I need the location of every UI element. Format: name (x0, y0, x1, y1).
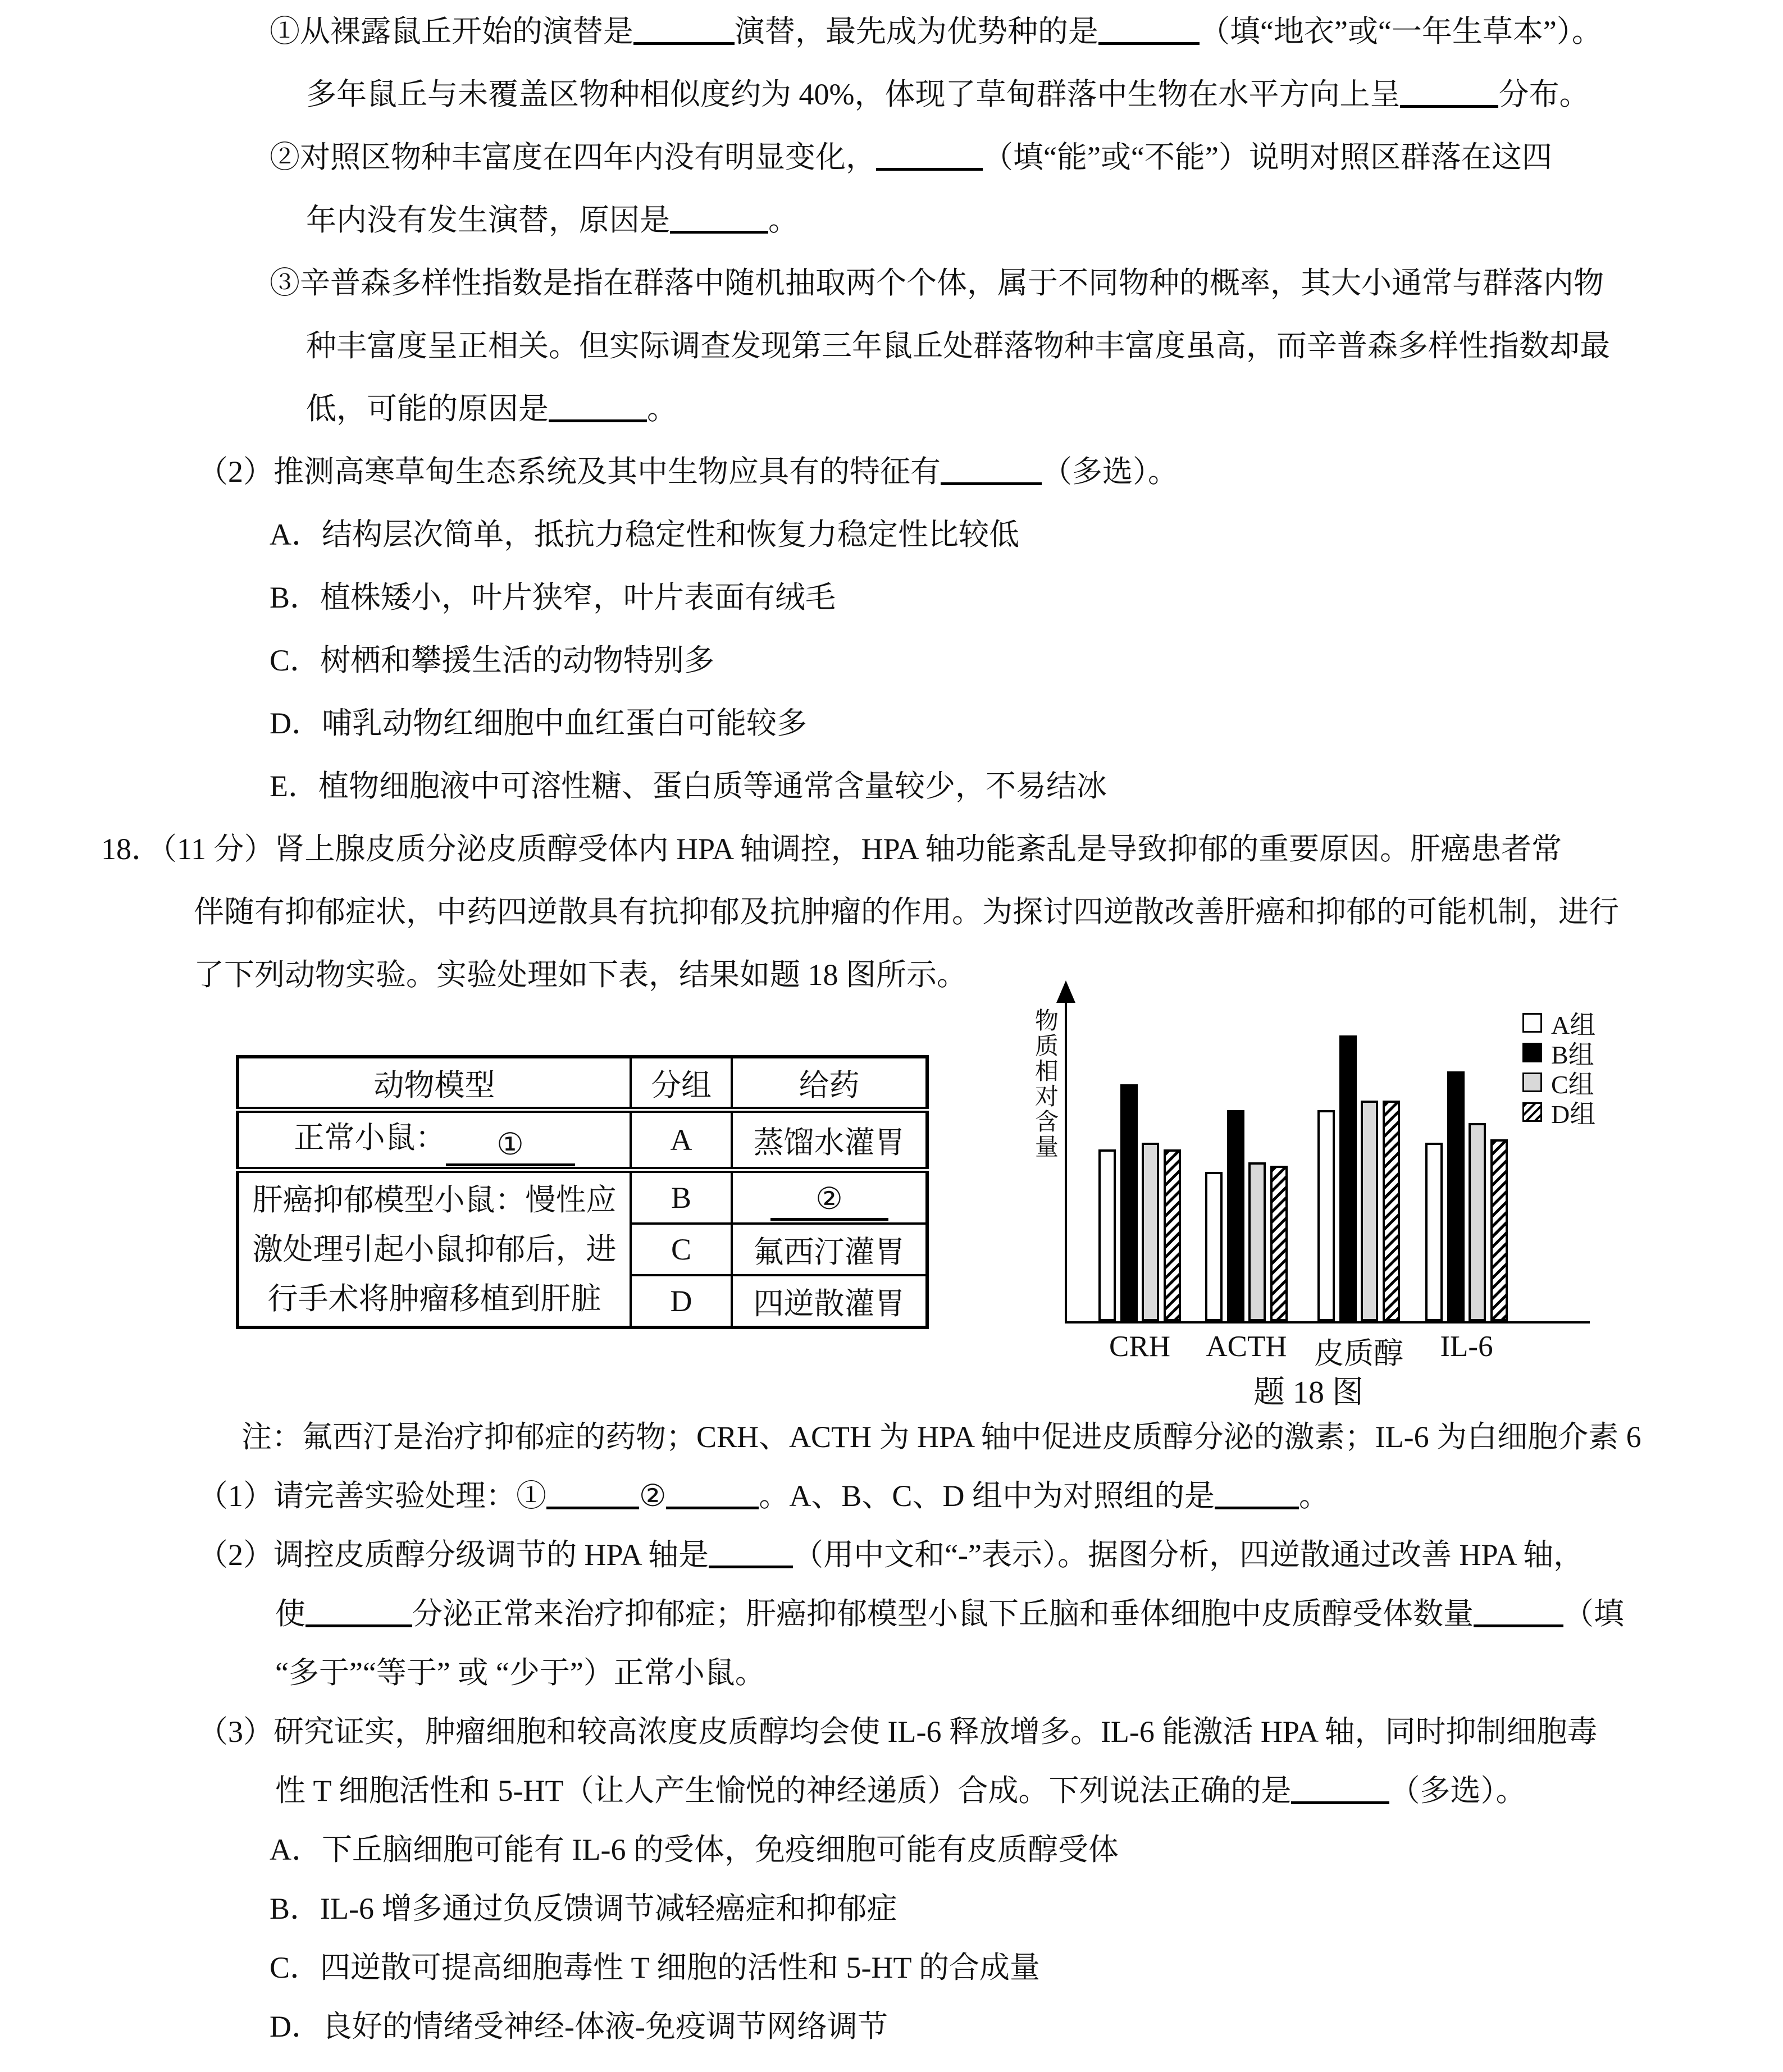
text-segment: “多于”“等于” 或 “少于”）正常小鼠。 (275, 1656, 765, 1690)
answer-blank (941, 477, 1042, 485)
col-header-drug: 给药 (732, 1057, 927, 1110)
bar-B组-CRH (1120, 1084, 1138, 1321)
text-segment: 性 T 细胞活性和 5-HT（让人产生愉悦的神经递质）合成。下列说法正确的是 (275, 1774, 1292, 1808)
text-segment: （多选）。 (1042, 455, 1178, 489)
legend-item (1522, 1097, 1595, 1127)
text-segment: 18．（11 分）肾上腺皮质分泌皮质醇受体内 HPA 轴调控，HPA 轴功能紊乱是导致抑郁的重要原因。肝癌患者常 (101, 832, 1562, 866)
y-axis-line (1065, 1002, 1067, 1323)
text-segment: ② (639, 1479, 667, 1513)
bar-A组-ACTH (1205, 1172, 1223, 1321)
text-segment: 演替，最先成为优势种的是 (735, 15, 1098, 48)
table-header-row (238, 1057, 927, 1110)
bar-A组-IL-6 (1425, 1143, 1443, 1321)
bar-C组-IL-6 (1469, 1123, 1486, 1321)
table-row (238, 1170, 927, 1224)
text-segment: 。A、B、C、D 组中为对照组的是 (759, 1479, 1215, 1513)
text-segment: 。 (768, 203, 799, 237)
cell-group-a: A (631, 1110, 732, 1170)
text-line (101, 818, 1783, 880)
x-category-label: 皮质醇 (1314, 1338, 1403, 1370)
cell-group-b: B (631, 1170, 732, 1224)
x-category-label: CRH (1109, 1330, 1170, 1363)
text-segment: （填 (1563, 1597, 1624, 1631)
text-segment: （1）请完善实验处理：① (198, 1479, 546, 1513)
text-line (198, 1467, 1783, 1526)
text-segment: 分布。 (1498, 77, 1590, 111)
cell-drug-c: 氟西汀灌胃 (732, 1224, 927, 1275)
text-segment: A．结构层次简单，抵抗力稳定性和恢复力稳定性比较低 (270, 518, 1019, 551)
bar-chart-figure (1005, 977, 1758, 1421)
answer-blank (1400, 99, 1498, 108)
text-segment: 。 (647, 392, 677, 426)
experiment-table (236, 1055, 929, 1329)
cell-normal-mouse (238, 1110, 631, 1170)
text-segment: 低，可能的原因是 (306, 392, 549, 426)
legend-swatch-icon (1522, 1072, 1542, 1092)
y-axis-label: 物质相对含量 (1032, 1008, 1057, 1160)
text-segment: B．植株矮小，叶片狭窄，叶片表面有绒毛 (270, 581, 836, 614)
cell-group-c: C (631, 1224, 732, 1275)
text-segment: B．IL-6 增多通过负反馈调节减轻癌症和抑郁症 (270, 1892, 897, 1925)
text-segment: 年内没有发生演替，原因是 (306, 203, 670, 237)
text-segment: 注：氟西汀是治疗抑郁症的药物；CRH、ACTH 为 HPA 轴中促进皮质醇分泌的激素；IL-6 为白细胞介素 6 (241, 1420, 1641, 1454)
text-line (270, 503, 1783, 566)
text-segment: （多选）。 (1389, 1774, 1526, 1808)
text-line (306, 63, 1783, 126)
bar-B组-ACTH (1227, 1110, 1244, 1321)
legend-item (1522, 1038, 1595, 1067)
bar-D组-皮质醇 (1383, 1101, 1400, 1321)
bar-C组-ACTH (1248, 1162, 1266, 1321)
text-segment: D．良好的情绪受神经-体液-免疫调节网络调节 (270, 2010, 888, 2043)
text-segment: （填“能”或“不能”）说明对照区群落在这四 (983, 140, 1552, 174)
bar-C组-皮质醇 (1361, 1101, 1378, 1321)
text-segment: ①从裸露鼠丘开始的演替是 (270, 15, 633, 48)
text-segment: （用中文和“-”表示）。据图分析，四逆散通过改善 HPA 轴， (793, 1538, 1584, 1572)
text-line (270, 1938, 1783, 1997)
legend-swatch-icon (1522, 1013, 1542, 1033)
answer-blank (1474, 1619, 1563, 1627)
text-line (270, 566, 1783, 629)
text-line (306, 377, 1783, 440)
text-line (306, 189, 1783, 252)
text-line (198, 1526, 1783, 1585)
text-segment: 使 (275, 1597, 305, 1631)
text-line (270, 252, 1783, 314)
bar-D组-ACTH (1270, 1166, 1288, 1321)
bar-C组-CRH (1142, 1143, 1159, 1321)
bar-A组-CRH (1098, 1149, 1116, 1321)
chart-legend (1522, 1008, 1595, 1127)
text-line (270, 126, 1783, 189)
cell-drug-a: 蒸馏水灌胃 (732, 1110, 927, 1170)
text-line (275, 1761, 1783, 1820)
text-line (275, 1585, 1783, 1644)
text-line (306, 314, 1783, 377)
text-line (270, 629, 1783, 692)
x-category-label: IL-6 (1440, 1330, 1493, 1363)
text-line (198, 440, 1783, 503)
col-header-animal-model: 动物模型 (238, 1057, 631, 1110)
text-segment: ②对照区物种丰富度在四年内没有明显变化， (270, 140, 876, 174)
text-line (270, 1820, 1783, 1879)
bar-A组-皮质醇 (1317, 1110, 1335, 1321)
cell-drug-d: 四逆散灌胃 (732, 1275, 927, 1327)
text-segment: （2）推测高寒草甸生态系统及其中生物应具有的特征有 (198, 455, 941, 489)
legend-label: A组 (1551, 1010, 1596, 1039)
text-segment: （2）调控皮质醇分级调节的 HPA 轴是 (198, 1538, 709, 1572)
answer-blank (1215, 1501, 1299, 1509)
answer-blank (546, 1501, 639, 1509)
bar-B组-IL-6 (1447, 1071, 1465, 1321)
legend-item (1522, 1067, 1595, 1097)
cell-drug-b (732, 1170, 927, 1224)
text-segment: ③辛普森多样性指数是指在群落中随机抽取两个个体，属于不同物种的概率，其大小通常与群落内物 (270, 266, 1604, 300)
legend-label: C组 (1551, 1070, 1594, 1099)
figure-row (0, 1006, 1783, 1408)
text-segment: C．树栖和攀援生活的动物特别多 (270, 643, 715, 677)
answer-blank (549, 414, 647, 422)
bar-D组-IL-6 (1490, 1139, 1508, 1321)
answer-blank (446, 1127, 575, 1166)
text-line (270, 0, 1783, 63)
text-segment: 了下列动物实验。实验处理如下表，结果如题 18 图所示。 (194, 958, 967, 992)
answer-blank (770, 1181, 888, 1220)
circled-number: ② (815, 1182, 843, 1216)
answer-blank (709, 1560, 793, 1568)
answer-blank (666, 1501, 759, 1509)
answer-blank (1098, 36, 1200, 45)
answer-blank (876, 162, 983, 171)
text-segment: （填“地衣”或“一年生草本”）。 (1200, 15, 1602, 48)
col-header-group: 分组 (631, 1057, 732, 1110)
legend-swatch-icon (1522, 1102, 1542, 1122)
legend-label: B组 (1551, 1040, 1594, 1069)
text-segment: E．植物细胞液中可溶性糖、蛋白质等通常含量较少，不易结冰 (270, 769, 1107, 803)
x-axis-line (1065, 1321, 1590, 1323)
y-axis-arrow-icon (1056, 980, 1075, 1003)
text-segment: C．四逆散可提高细胞毒性 T 细胞的活性和 5-HT 的合成量 (270, 1951, 1041, 1984)
text-line (194, 880, 1783, 943)
text-segment: 伴随有抑郁症状，中药四逆散具有抗抑郁及抗肿瘤的作用。为探讨四逆散改善肝癌和抑郁的可能机制，进行 (194, 895, 1619, 929)
legend-label: D组 (1551, 1099, 1596, 1129)
bar-D组-CRH (1164, 1149, 1181, 1321)
text-line (241, 1408, 1783, 1467)
text-line (270, 692, 1783, 755)
text-segment: A．下丘脑细胞可能有 IL-6 的受体，免疫细胞可能有皮质醇受体 (270, 1833, 1119, 1866)
text-segment: 分泌正常来治疗抑郁症；肝癌抑郁模型小鼠下丘脑和垂体细胞中皮质醇受体数量 (412, 1597, 1474, 1631)
text-line (270, 1879, 1783, 1938)
text-segment: 多年鼠丘与未覆盖区物种相似度约为 40%，体现了草甸群落中生物在水平方向上呈 (306, 77, 1401, 111)
answer-blank (633, 36, 735, 45)
cell-text: 正常小鼠： (294, 1121, 446, 1155)
answer-blank (305, 1619, 412, 1627)
answer-blank (1291, 1796, 1389, 1804)
figure-caption: 题 18 图 (1253, 1375, 1364, 1410)
table-row (238, 1110, 927, 1170)
text-segment: 种丰富度呈正相关。但实际调查发现第三年鼠丘处群落物种丰富度虽高，而辛普森多样性指数却最 (306, 329, 1610, 363)
question-17-text-block (0, 0, 1783, 818)
legend-item (1522, 1008, 1595, 1038)
x-category-label: ACTH (1206, 1330, 1287, 1363)
cell-group-d: D (631, 1275, 732, 1327)
question-18-subquestions-block (0, 1408, 1783, 2056)
text-segment: D．哺乳动物红细胞中血红蛋白可能较多 (270, 706, 807, 740)
text-line (275, 1644, 1783, 1703)
text-line (198, 1703, 1783, 1761)
bar-B组-皮质醇 (1339, 1035, 1357, 1321)
text-line (270, 755, 1783, 818)
text-segment: 。 (1298, 1479, 1329, 1513)
text-segment: （3）研究证实，肿瘤细胞和较高浓度皮质醇均会使 IL-6 释放增多。IL-6 能激活 HPA 轴，同时抑制细胞毒 (198, 1715, 1598, 1749)
cell-model-merged: 肝癌抑郁模型小鼠：慢性应激处理引起小鼠抑郁后，进行手术将肿瘤移植到肝脏 (238, 1170, 631, 1328)
text-line (270, 1997, 1783, 2056)
legend-swatch-icon (1522, 1043, 1542, 1062)
circled-number: ① (496, 1128, 524, 1162)
answer-blank (670, 225, 768, 234)
